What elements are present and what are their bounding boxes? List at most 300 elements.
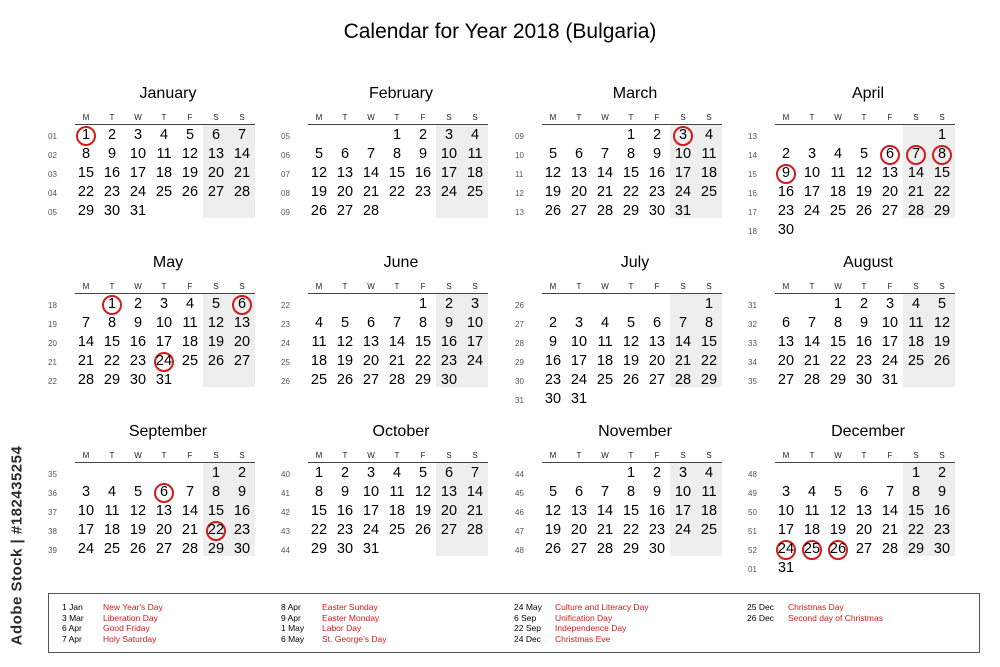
week-number: 22 [48, 377, 57, 386]
holiday-date: 1 May [281, 623, 305, 633]
day-cell: 15 [414, 334, 432, 350]
day-cell: 7 [392, 315, 402, 331]
day-cell: 27 [570, 203, 588, 219]
day-cell: 25 [907, 353, 925, 369]
day-cell: 25 [181, 353, 199, 369]
day-cell: 22 [388, 184, 406, 200]
weekday-header: T [628, 282, 634, 291]
weekday-header: W [601, 113, 609, 122]
day-cell: 6 [444, 465, 454, 481]
day-cell: 21 [466, 503, 484, 519]
day-cell: 15 [829, 334, 847, 350]
day-cell: 10 [155, 315, 173, 331]
day-cell: 22 [103, 353, 121, 369]
week-number: 19 [48, 320, 57, 329]
weekday-header: T [161, 113, 167, 122]
weekday-header: W [601, 282, 609, 291]
weekday-header: T [861, 282, 867, 291]
day-cell: 23 [648, 522, 666, 538]
day-cell: 7 [885, 484, 895, 500]
day-cell: 30 [855, 372, 873, 388]
weekday-header: T [161, 282, 167, 291]
weekday-header: W [834, 113, 842, 122]
day-cell: 12 [855, 165, 873, 181]
week-number: 16 [748, 189, 757, 198]
weekday-header: F [187, 451, 193, 460]
week-number: 01 [48, 132, 57, 141]
day-cell: 31 [129, 203, 147, 219]
day-cell: 13 [570, 503, 588, 519]
day-cell: 24 [466, 353, 484, 369]
day-cell: 13 [570, 165, 588, 181]
day-cell: 15 [700, 334, 718, 350]
day-cell: 22 [414, 353, 432, 369]
day-cell: 23 [440, 353, 458, 369]
weekday-header: S [446, 451, 452, 460]
weekday-header: T [394, 282, 400, 291]
day-cell: 11 [182, 315, 198, 331]
day-cell: 27 [155, 541, 173, 557]
day-cell: 25 [700, 522, 718, 538]
day-cell: 27 [336, 203, 354, 219]
day-cell: 4 [833, 146, 843, 162]
holiday-row [62, 634, 282, 645]
weekday-header: S [472, 282, 478, 291]
day-cell: 14 [181, 503, 199, 519]
day-cell: 14 [596, 165, 614, 181]
day-cell: 30 [103, 203, 121, 219]
day-cell: 25 [310, 372, 328, 388]
day-cell: 14 [233, 146, 251, 162]
day-cell: 3 [885, 296, 895, 312]
day-cell: 13 [362, 334, 380, 350]
week-number: 32 [748, 320, 757, 329]
day-cell: 15 [622, 165, 640, 181]
day-cell: 3 [678, 127, 688, 143]
day-cell: 2 [652, 127, 662, 143]
day-cell: 2 [937, 465, 947, 481]
day-cell: 3 [81, 484, 91, 500]
day-cell: 26 [933, 353, 951, 369]
weekday-header: F [887, 282, 893, 291]
day-cell: 28 [77, 372, 95, 388]
day-cell: 26 [310, 203, 328, 219]
weekday-header: F [187, 282, 193, 291]
day-cell: 13 [155, 503, 173, 519]
holiday-name: St. George's Day [322, 633, 387, 644]
weekday-header: T [576, 282, 582, 291]
day-cell: 12 [933, 315, 951, 331]
week-number: 07 [281, 170, 290, 179]
day-cell: 20 [155, 522, 173, 538]
weekday-header: W [367, 113, 375, 122]
holiday-name: Independence Day [555, 623, 627, 633]
day-cell: 6 [859, 484, 869, 500]
weekday-header: M [82, 282, 90, 291]
week-number: 02 [48, 151, 57, 160]
day-cell: 13 [440, 484, 458, 500]
day-cell: 3 [807, 146, 817, 162]
day-cell: 21 [907, 184, 925, 200]
day-cell: 29 [310, 541, 328, 557]
day-cell: 16 [440, 334, 458, 350]
day-cell: 25 [155, 184, 173, 200]
day-cell: 24 [129, 184, 147, 200]
day-cell: 23 [414, 184, 432, 200]
weekday-header: T [861, 113, 867, 122]
day-cell: 31 [777, 560, 795, 576]
weekday-header: T [394, 451, 400, 460]
day-cell: 30 [336, 541, 354, 557]
weekday-header: F [420, 451, 426, 460]
week-number: 44 [281, 546, 290, 555]
day-cell: 28 [233, 184, 251, 200]
day-cell: 26 [544, 541, 562, 557]
week-number: 31 [515, 396, 524, 405]
month-july [510, 254, 725, 407]
day-cell: 27 [648, 372, 666, 388]
day-cell: 4 [392, 465, 402, 481]
weekday-header: S [446, 113, 452, 122]
day-cell: 13 [207, 146, 225, 162]
day-cell: 15 [77, 165, 95, 181]
day-cell: 23 [855, 353, 873, 369]
day-cell: 23 [933, 522, 951, 538]
month-name: December [831, 423, 905, 440]
weekday-header: S [472, 451, 478, 460]
month-march [510, 85, 725, 235]
day-cell: 14 [596, 503, 614, 519]
week-number: 20 [48, 339, 57, 348]
month-name: April [851, 85, 884, 102]
week-number: 48 [748, 470, 757, 479]
day-cell: 1 [418, 296, 428, 312]
week-number: 01 [748, 565, 757, 574]
day-cell: 7 [470, 465, 480, 481]
day-cell: 17 [129, 165, 147, 181]
day-cell: 3 [781, 484, 791, 500]
day-cell: 6 [159, 484, 169, 500]
day-cell: 21 [803, 353, 821, 369]
day-cell: 10 [570, 334, 588, 350]
holiday-row [514, 623, 734, 634]
day-cell: 24 [362, 522, 380, 538]
day-cell: 8 [833, 315, 843, 331]
day-cell: 30 [933, 541, 951, 557]
week-number: 29 [515, 358, 524, 367]
day-cell: 7 [911, 146, 921, 162]
week-number: 25 [281, 358, 290, 367]
week-number: 50 [748, 508, 757, 517]
day-cell: 8 [911, 484, 921, 500]
day-cell: 11 [104, 503, 120, 519]
holiday-name: Unification Day [555, 612, 613, 623]
holiday-date: 24 Dec [514, 633, 541, 644]
holiday-row [62, 602, 282, 613]
day-cell: 16 [648, 503, 666, 519]
day-cell: 23 [777, 203, 795, 219]
day-cell: 28 [674, 372, 692, 388]
day-cell: 7 [600, 484, 610, 500]
week-number: 35 [48, 470, 57, 479]
day-cell: 28 [181, 541, 199, 557]
day-cell: 4 [600, 315, 610, 331]
weekday-header: M [782, 451, 790, 460]
week-number: 46 [515, 508, 524, 517]
week-number: 08 [281, 189, 290, 198]
day-cell: 31 [362, 541, 380, 557]
day-cell: 19 [855, 184, 873, 200]
week-number: 40 [281, 470, 290, 479]
day-cell: 12 [310, 165, 328, 181]
day-cell: 5 [185, 127, 195, 143]
day-cell: 17 [362, 503, 380, 519]
day-cell: 9 [652, 146, 662, 162]
day-cell: 1 [911, 465, 921, 481]
day-cell: 7 [237, 127, 247, 143]
weekday-header: T [109, 282, 115, 291]
day-cell: 2 [133, 296, 143, 312]
day-cell: 21 [233, 165, 251, 181]
day-cell: 21 [596, 522, 614, 538]
day-cell: 26 [829, 541, 847, 557]
day-cell: 11 [830, 165, 846, 181]
weekday-header: F [654, 113, 660, 122]
day-cell: 28 [907, 203, 925, 219]
day-cell: 10 [674, 484, 692, 500]
holiday-date: 6 May [281, 633, 305, 644]
week-number: 05 [281, 132, 290, 141]
day-cell: 9 [548, 334, 558, 350]
day-cell: 19 [129, 522, 147, 538]
week-number: 36 [48, 489, 57, 498]
day-cell: 24 [77, 541, 95, 557]
day-cell: 24 [803, 203, 821, 219]
day-cell: 31 [674, 203, 692, 219]
day-cell: 12 [829, 503, 847, 519]
week-number: 13 [515, 208, 524, 217]
day-cell: 11 [804, 503, 820, 519]
day-cell: 26 [544, 203, 562, 219]
weekday-header: F [187, 113, 193, 122]
week-number: 03 [48, 170, 57, 179]
weekday-header: S [680, 113, 686, 122]
day-cell: 20 [362, 353, 380, 369]
day-cell: 9 [340, 484, 350, 500]
day-cell: 4 [159, 127, 169, 143]
holiday-row [281, 634, 501, 645]
day-cell: 20 [570, 184, 588, 200]
holiday-row [62, 623, 282, 634]
day-cell: 12 [129, 503, 147, 519]
day-cell: 2 [444, 296, 454, 312]
day-cell: 20 [336, 184, 354, 200]
day-cell: 13 [233, 315, 251, 331]
day-cell: 22 [310, 522, 328, 538]
day-cell: 2 [652, 465, 662, 481]
day-cell: 25 [388, 522, 406, 538]
day-cell: 22 [907, 522, 925, 538]
day-cell: 11 [389, 484, 405, 500]
holiday-name: Easter Monday [322, 612, 380, 623]
week-number: 13 [748, 132, 757, 141]
day-cell: 19 [181, 165, 199, 181]
holiday-date: 22 Sep [514, 623, 541, 633]
holiday-date: 25 Dec [747, 602, 774, 612]
day-cell: 23 [129, 353, 147, 369]
day-cell: 15 [933, 165, 951, 181]
day-cell: 20 [440, 503, 458, 519]
holiday-name: Holy Saturday [103, 633, 157, 644]
week-number: 18 [48, 301, 57, 310]
day-cell: 26 [336, 372, 354, 388]
day-cell: 4 [807, 484, 817, 500]
day-cell: 20 [881, 184, 899, 200]
day-cell: 4 [185, 296, 195, 312]
holiday-date: 6 Apr [62, 623, 82, 633]
day-cell: 25 [829, 203, 847, 219]
day-cell: 18 [103, 522, 121, 538]
weekday-header: F [887, 113, 893, 122]
page-title: Calendar for Year 2018 (Bulgaria) [343, 20, 657, 43]
weekday-header: W [601, 451, 609, 460]
day-cell: 5 [340, 315, 350, 331]
watermark-text: Adobe Stock | #182435254 [8, 445, 26, 645]
day-cell: 5 [548, 484, 558, 500]
holiday-date: 7 Apr [62, 633, 82, 644]
weekday-header: S [446, 282, 452, 291]
day-cell: 24 [777, 541, 795, 557]
day-cell: 4 [314, 315, 324, 331]
day-cell: 29 [933, 203, 951, 219]
week-number: 44 [515, 470, 524, 479]
day-cell: 21 [77, 353, 95, 369]
day-cell: 4 [470, 127, 480, 143]
day-cell: 17 [570, 353, 588, 369]
day-cell: 2 [418, 127, 428, 143]
day-cell: 17 [77, 522, 95, 538]
month-january [43, 85, 258, 235]
day-cell: 7 [366, 146, 376, 162]
holiday-date: 8 Apr [281, 602, 301, 612]
day-cell: 10 [129, 146, 147, 162]
day-cell: 5 [548, 146, 558, 162]
holiday-name: New Year's Day [103, 602, 163, 612]
holiday-name: Liberation Day [103, 612, 158, 623]
day-cell: 22 [622, 522, 640, 538]
holiday-row [747, 613, 967, 624]
day-cell: 17 [155, 334, 173, 350]
day-cell: 19 [544, 522, 562, 538]
day-cell: 16 [933, 503, 951, 519]
day-cell: 27 [570, 541, 588, 557]
holiday-date: 1 Jan [62, 602, 83, 612]
week-number: 27 [515, 320, 524, 329]
day-cell: 9 [237, 484, 247, 500]
holiday-name: Culture and Literacy Day [555, 602, 649, 612]
day-cell: 27 [777, 372, 795, 388]
day-cell: 24 [155, 353, 173, 369]
holiday-date: 9 Apr [281, 612, 301, 623]
day-cell: 16 [648, 165, 666, 181]
day-cell: 24 [881, 353, 899, 369]
holiday-row [514, 634, 734, 645]
day-cell: 4 [704, 127, 714, 143]
holiday-name: Second day of Christmas [788, 612, 883, 623]
day-cell: 4 [107, 484, 117, 500]
weekday-header: T [809, 282, 815, 291]
weekday-header: W [134, 451, 142, 460]
day-cell: 19 [622, 353, 640, 369]
week-number: 09 [515, 132, 524, 141]
weekday-header: S [680, 451, 686, 460]
holiday-row [747, 602, 967, 613]
holiday-row [62, 613, 282, 624]
day-cell: 10 [881, 315, 899, 331]
day-cell: 2 [107, 127, 117, 143]
day-cell: 23 [544, 372, 562, 388]
day-cell: 6 [652, 315, 662, 331]
month-name: June [383, 254, 419, 271]
month-august [743, 254, 958, 404]
holiday-name: Christmas Day [788, 602, 844, 612]
weekday-header: M [82, 451, 90, 460]
day-cell: 9 [418, 146, 428, 162]
weekday-header: S [680, 282, 686, 291]
day-cell: 21 [388, 353, 406, 369]
day-cell: 6 [574, 484, 584, 500]
day-cell: 23 [233, 522, 251, 538]
week-number: 31 [748, 301, 757, 310]
day-cell: 12 [622, 334, 640, 350]
day-cell: 10 [674, 146, 692, 162]
day-cell: 15 [388, 165, 406, 181]
day-cell: 10 [777, 503, 795, 519]
week-number: 04 [48, 189, 57, 198]
day-cell: 3 [470, 296, 480, 312]
day-cell: 19 [933, 334, 951, 350]
week-number: 48 [515, 546, 524, 555]
day-cell: 9 [859, 315, 869, 331]
week-number: 09 [281, 208, 290, 217]
day-cell: 14 [362, 165, 380, 181]
day-cell: 29 [77, 203, 95, 219]
day-cell: 17 [881, 334, 899, 350]
day-cell: 5 [314, 146, 324, 162]
day-cell: 8 [314, 484, 324, 500]
day-cell: 16 [103, 165, 121, 181]
weekday-header: M [782, 282, 790, 291]
day-cell: 2 [340, 465, 350, 481]
day-cell: 8 [211, 484, 221, 500]
day-cell: 29 [622, 203, 640, 219]
week-number: 39 [48, 546, 57, 555]
day-cell: 30 [440, 372, 458, 388]
week-number: 26 [515, 301, 524, 310]
weekday-header: S [913, 451, 919, 460]
week-number: 26 [281, 377, 290, 386]
weekday-header: F [654, 282, 660, 291]
day-cell: 23 [103, 184, 121, 200]
week-number: 38 [48, 527, 57, 536]
day-cell: 21 [362, 184, 380, 200]
day-cell: 18 [829, 184, 847, 200]
week-number: 17 [748, 208, 757, 217]
day-cell: 8 [107, 315, 117, 331]
day-cell: 16 [129, 334, 147, 350]
holiday-list [48, 593, 980, 653]
day-cell: 4 [911, 296, 921, 312]
